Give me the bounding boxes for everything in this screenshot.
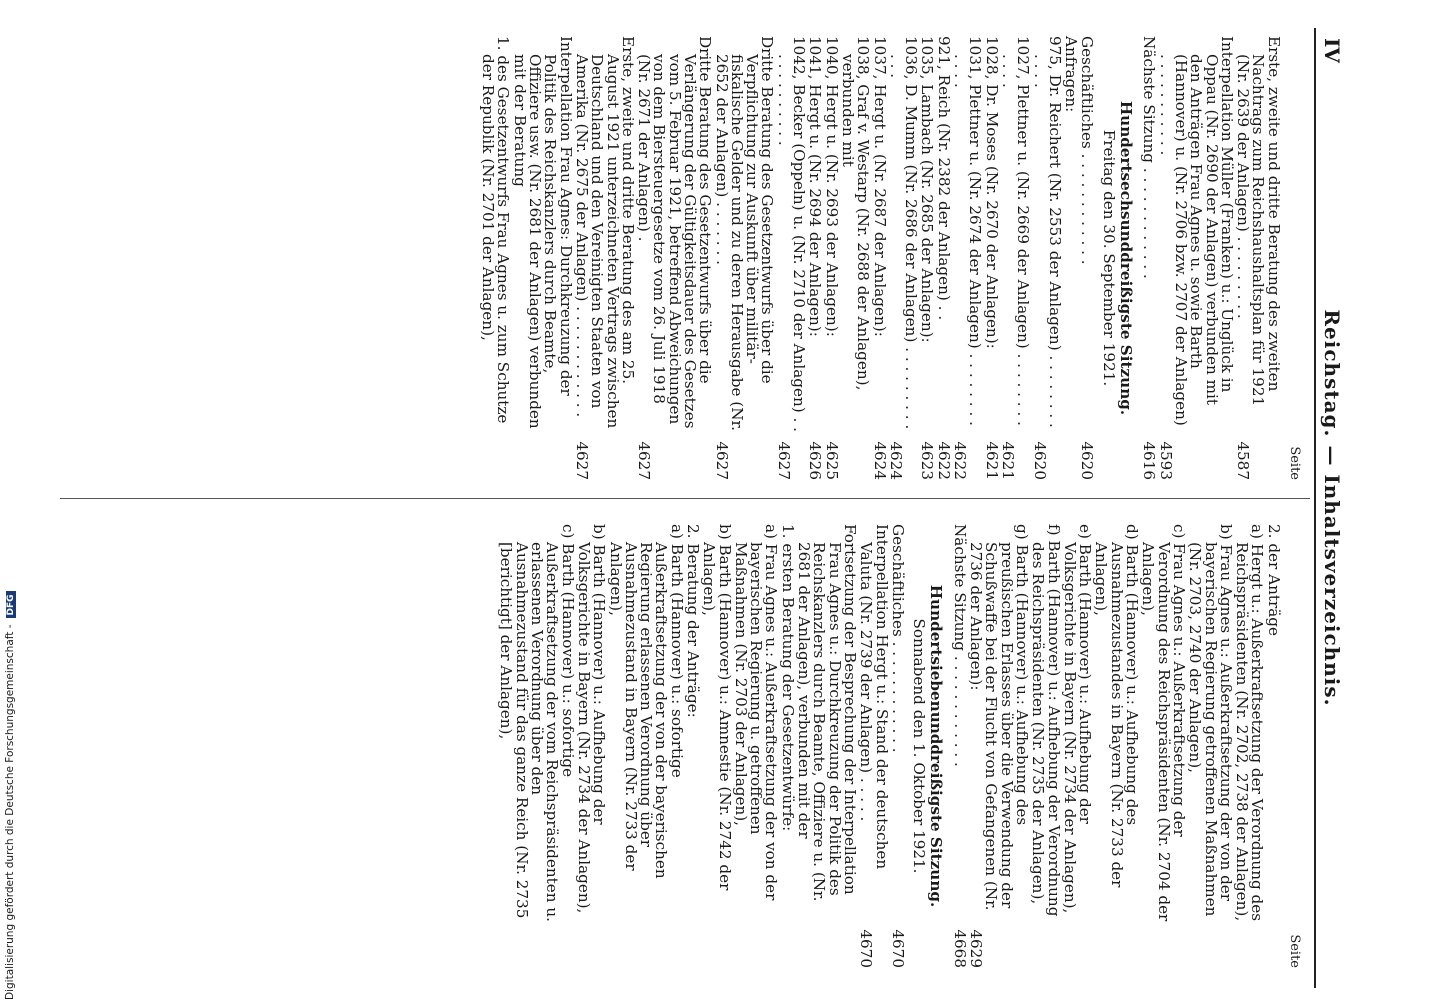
page-header [1320, 28, 1344, 988]
entry-text: c) Frau Agnes u.: Außerkraftsetzung der Verordnung des Reichspräsidenten (Nr. 2704 der Anlagen), [1139, 524, 1188, 922]
entry-text: b) Frau Agnes u.: Außerkraftsetzung der von der bayerischen Regierung getroffenen Maßnahmen (Nr. 2703, 2740 der Anlagen), [1186, 524, 1235, 917]
credit-text: Digitalisierung gefördert durch die Deutsche Forschungsgemeinschaft - [4, 624, 16, 1000]
toc-entry [952, 36, 983, 480]
toc-entry [840, 36, 871, 480]
left-entries-b [480, 36, 1095, 480]
entry-text: g) Barth (Hannover) u.: Aufhebung des preußischen Erlasses über die Verwendung der Schußwaffe bei der Flucht von Gefangenen (Nr. 2736 der Anlagen): [967, 524, 1031, 911]
toc-entry [576, 524, 607, 968]
entry-page-number: 4629 [967, 929, 986, 968]
entry-text: Nächste Sitzung . . . . . . . . . . . . [950, 524, 969, 767]
toc-entry [1062, 36, 1081, 480]
session-title: Hundertsechsunddreißigste Sitzung. [1117, 100, 1136, 416]
entry-text: Interpellation Frau Agnes: Durchkreuzung der Politik des Reichskanzlers durch Beamte, Offiziere usw. (Nr. 2681 der Anlagen) verbunden mit der Beratung [510, 36, 575, 429]
entry-text: 1028, Dr. Moses (Nr. 2670 der Anlagen): [982, 36, 1001, 349]
entry-page-number: 4668 [950, 929, 969, 968]
entry-text: Dritte Beratung des Gesetzentwurfs über die Verpflichtung zur Auskunft über militär-fiskalische Gelder und zu deren Herausgabe (Nr. 2652 der Anlagen) . . . . . . . [712, 36, 777, 431]
toc-entry [1031, 36, 1062, 480]
dfg-logo-icon: DFG [6, 591, 16, 618]
session-title: Hundertsiebenunddreißigste Sitzung. [927, 584, 946, 908]
toc-entry [776, 36, 807, 480]
toc-entry [968, 524, 1029, 968]
entry-text: a) Hergt u.: Außerkraftsetzung der Verordnung des Reichspräsidenten (Nr. 2702, 2738 der Anlagen), [1233, 524, 1267, 922]
header-rule [1315, 28, 1317, 988]
left-column [479, 36, 1302, 480]
entry-page-number: 4624 [886, 441, 905, 480]
toc-entry [1234, 524, 1265, 968]
entry-text: c) Barth (Hannover) u.: sofortige Außerkraftsetzung der vom Reichspräsidenten u. erlassenen Verordnung über den Ausnahmezustand für das ganze Reich (Nr. 2735 [berichtigt] der Anlagen), [497, 524, 577, 922]
entry-text: 1027, Plettner u. (Nr. 2669 der Anlagen) . . . . . . . . . . . . [998, 36, 1033, 426]
entry-text: 1. ersten Beratung der Gesetzentwürfe: [778, 524, 797, 832]
running-title: Reichstag. — Inhaltsverzeichnis. [1320, 309, 1344, 707]
right-entries-a [950, 524, 1283, 968]
seite-label: Seite [1287, 934, 1302, 968]
toc-entry [1062, 524, 1093, 968]
toc-entry [574, 36, 635, 480]
toc-entry [701, 524, 732, 968]
toc-entry [1000, 36, 1031, 480]
toc-entry [888, 36, 919, 480]
entry-text: b) Barth (Hannover) u.: Amnestie (Nr. 2742 der Anlagen), [700, 524, 734, 891]
entry-text: 2. der Anträge [1264, 524, 1283, 636]
toc-entry [918, 36, 937, 480]
toc-entry [934, 36, 953, 480]
right-column [497, 524, 1302, 968]
seite-label: Seite [1287, 446, 1302, 480]
entry-text: a) Frau Agnes u.: Außerkraftsetzung der von der bayerischen Regierung u. getroffenen Maßnahmen (Nr. 2703 der Anlagen), [731, 524, 781, 901]
entry-text: 1031, Plettner u. (Nr. 2674 der Anlagen) . . . . . . . . . . . . [951, 36, 985, 426]
entry-page-number: 4627 [774, 441, 793, 480]
entry-text: 1038, Graf v. Westarp (Nr. 2688 der Anlagen), verbunden mit [838, 36, 873, 391]
toc-entry [497, 524, 577, 968]
entry-text: 1041, Hergt u. (Nr. 2694 der Anlagen): [806, 36, 825, 337]
page-number: IV [1320, 38, 1344, 63]
entry-text: b) Barth (Hannover) u.: Aufhebung der Volksgerichte in Bayern (Nr. 2734 der Anlagen), [574, 524, 609, 914]
toc-entry [780, 524, 795, 968]
entry-text: 1042, Becker (Oppeln) u. (Nr. 2710 der Anlagen) . . . . . . . . . . . . [774, 36, 809, 433]
entry-text: 975, Dr. Reichert (Nr. 2553 der Anlagen) . . . . . . . . . . . . [1030, 36, 1064, 428]
toc-entry [806, 36, 825, 480]
entry-text: Interpellation Hergt u.: Stand der deutschen Valuta (Nr. 2739 der Anlagen) . . . . . [857, 524, 891, 870]
entry-text: 1035, Lambach (Nr. 2685 der Anlagen): [918, 36, 937, 343]
toc-entry [796, 524, 857, 968]
entry-text: 1. des Gesetzentwurfs Frau Agnes u. zum Schutze der Republik (Nr. 2701 der Anlagen), [479, 36, 513, 424]
right-entries-b [498, 524, 905, 968]
session-date: Freitag den 30. September 1921. [1099, 129, 1118, 387]
entry-page-number: 4627 [635, 441, 654, 480]
digitization-credit [4, 591, 16, 1000]
toc-entry [1235, 36, 1281, 480]
left-entries-a [1141, 36, 1281, 480]
entry-text: Dritte Beratung des Gesetzentwurfs über die Verlängerung der Gültigkeitsdauer des Gesetzes vom 5. Februar 1921, betreffend Abweichungen von dem Biersteuergesetze vom 26. Juli 1918 (Nr. 2671 der Anlagen) . [635, 36, 715, 429]
rotated-page [44, 28, 1344, 988]
toc-entry [1140, 36, 1159, 480]
toc-entry [510, 36, 575, 480]
entry-text: 2. Beratung der Anträge: [684, 524, 703, 718]
entry-text: Nächste Sitzung . . . . . . . . . . . . [1140, 36, 1159, 279]
toc-entry [684, 524, 703, 968]
toc-entry [1092, 524, 1142, 968]
toc-entry [733, 524, 779, 968]
entry-text: f) Barth (Hannover) u.: Aufhebung der Verordnung des Reichspräsidenten (Nr. 2735 der Anlagen), [1029, 524, 1063, 917]
session-date: Sonnabend den 1. Oktober 1921. [910, 618, 929, 874]
entry-page-number: 4623 [918, 441, 937, 480]
entry-page-number: 4627 [712, 441, 731, 480]
entry-text: 1037, Hergt u. (Nr. 2687 der Anlagen): [870, 36, 889, 337]
entry-page-number: 4621 [998, 441, 1017, 480]
toc-entry [712, 36, 777, 480]
toc-entry [1156, 36, 1236, 480]
entry-page-number: 4616 [1140, 441, 1159, 480]
toc-entry [1030, 524, 1061, 968]
entry-text: a) Barth (Hannover) u.: sofortige Außerkraftsetzung der von der bayerischen Regierung erlassenen Verordnung über Ausnahmezustand in Bayern (Nr. 2733 der Anlagen), [606, 524, 686, 879]
entry-page-number: 4626 [806, 441, 825, 480]
entry-page-number: 4621 [982, 441, 1001, 480]
entry-text: d) Barth (Hannover) u.: Aufhebung des Ausnahmezustandes in Bayern (Nr. 2733 der Anlagen), [1092, 524, 1142, 888]
entry-text: Geschäftliches . . . . . . . . . . . . [888, 524, 907, 753]
entry-text: 921, Reich (Nr. 2382 der Anlagen) . . [934, 36, 953, 321]
entry-page-number: 4587 [1234, 441, 1253, 480]
toc-entry [1078, 36, 1097, 480]
toc-entry [1264, 524, 1283, 968]
entry-text: Erste, zweite und dritte Beratung des zweiten Nachtrags zum Reichshaushaltsplan für 1921 (Nr. 2639 der Anlagen) . . . . . . . . . [1234, 36, 1283, 407]
entry-text: Anfragen: [1062, 36, 1081, 113]
toc-entry [858, 524, 889, 968]
entry-page-number: 4593 [1156, 441, 1175, 480]
toc-entry [1140, 524, 1186, 968]
toc-entry [950, 524, 969, 968]
toc-entry [606, 524, 686, 968]
entry-text: Geschäftliches . . . . . . . . . . . . [1078, 36, 1097, 265]
entry-text: e) Barth (Hannover) u.: Aufhebung der Volksgerichte in Bayern (Nr. 2734 der Anlagen), [1060, 524, 1095, 914]
entry-text: 1036, D. Mumm (Nr. 2686 der Anlagen) . . . . . . . . . . . . [886, 36, 921, 430]
toc-entry [480, 36, 511, 480]
entry-page-number: 4670 [888, 929, 907, 968]
toc-entry [890, 524, 905, 968]
column-divider [60, 498, 1310, 499]
toc-entry [822, 36, 841, 480]
toc-entry [1187, 524, 1233, 968]
toc-entry [635, 36, 715, 480]
toc-entry [982, 36, 1001, 480]
entry-page-number: 4622 [934, 441, 953, 480]
entry-text: Erste, zweite und dritte Beratung des am 25. August 1921 unterzeichneten Vertrags zwischen Deutschland und den Vereinigten Staaten von Amerika (Nr. 2675 der Anlagen) . . . . . . . . . . . . [572, 36, 637, 429]
entry-text: Interpellation Müller (Franken) u.: Unglück in Oppau (Nr. 2690 der Anlagen) verbunden mit den Anträgen Frau Agnes u. sowie Barth (Hannover) u. (Nr. 2706 bzw. 2707 der Anlagen) . . . . . . . . . . . [1156, 36, 1236, 426]
entry-text: Fortsetzung der Besprechung der Interpellation Frau Agnes u.: Durchkreuzung der Politik des Reichskanzlers durch Beamte, Offiziere u. (Nr. 2681 der Anlagen), verbunden mit der [795, 524, 859, 902]
entry-page-number: 4622 [951, 441, 970, 480]
entry-page-number: 4625 [822, 441, 841, 480]
entry-page-number: 4620 [1030, 441, 1049, 480]
entry-page-number: 4627 [572, 441, 591, 480]
entry-page-number: 4624 [870, 441, 889, 480]
entry-page-number: 4620 [1078, 441, 1097, 480]
toc-entry [870, 36, 889, 480]
entry-page-number: 4670 [857, 929, 876, 968]
entry-text: 1040, Hergt u. (Nr. 2693 der Anlagen): [822, 36, 841, 337]
